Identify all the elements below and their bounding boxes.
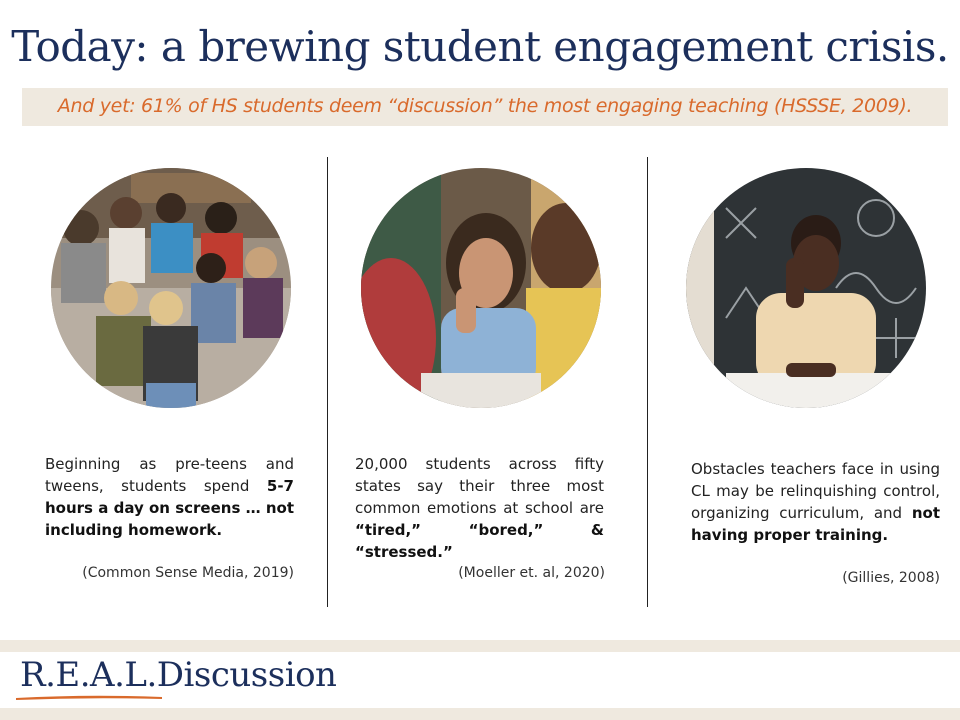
column-1-text-plain: Beginning as pre-teens and tweens, students spend <box>45 455 294 495</box>
column-3-text-bold: not having proper training. <box>691 504 940 544</box>
column-divider <box>327 157 328 607</box>
logo-brush-underline <box>14 694 164 700</box>
column-3-text <box>691 458 940 546</box>
subtitle: And yet: 61% of HS students deem “discussion” the most engaging teaching (HSSSE, 2009). <box>57 95 913 117</box>
footer-band-bottom <box>0 708 960 720</box>
column-3-citation: (Gillies, 2008) <box>842 570 940 586</box>
students-on-phones-photo <box>51 168 291 408</box>
logo-text: R.E.A.L.Discussion <box>20 655 337 695</box>
column-2-text-plain: 20,000 students across fifty states say their three most common emotions at school are <box>355 455 604 517</box>
column-1-text <box>45 453 294 541</box>
subtitle-band <box>22 88 948 126</box>
column-3-text-plain: Obstacles teachers face in using CL may be relinquishing control, organizing curriculum, and <box>691 460 940 522</box>
column-1-citation: (Common Sense Media, 2019) <box>82 565 294 581</box>
column-2-citation: (Moeller et. al, 2020) <box>458 565 605 581</box>
column-2-text <box>355 453 604 563</box>
bored-student-photo <box>361 168 601 408</box>
column-2-text-bold: “tired,” “bored,” & “stressed.” <box>355 521 604 561</box>
footer-band-top <box>0 640 960 652</box>
column-divider <box>647 157 648 607</box>
column-1-text-bold: 5-7 hours a day on screens … not including homework. <box>45 477 294 539</box>
page-title: Today: a brewing student engagement crisis. <box>11 22 949 71</box>
stressed-teacher-photo <box>686 168 926 408</box>
